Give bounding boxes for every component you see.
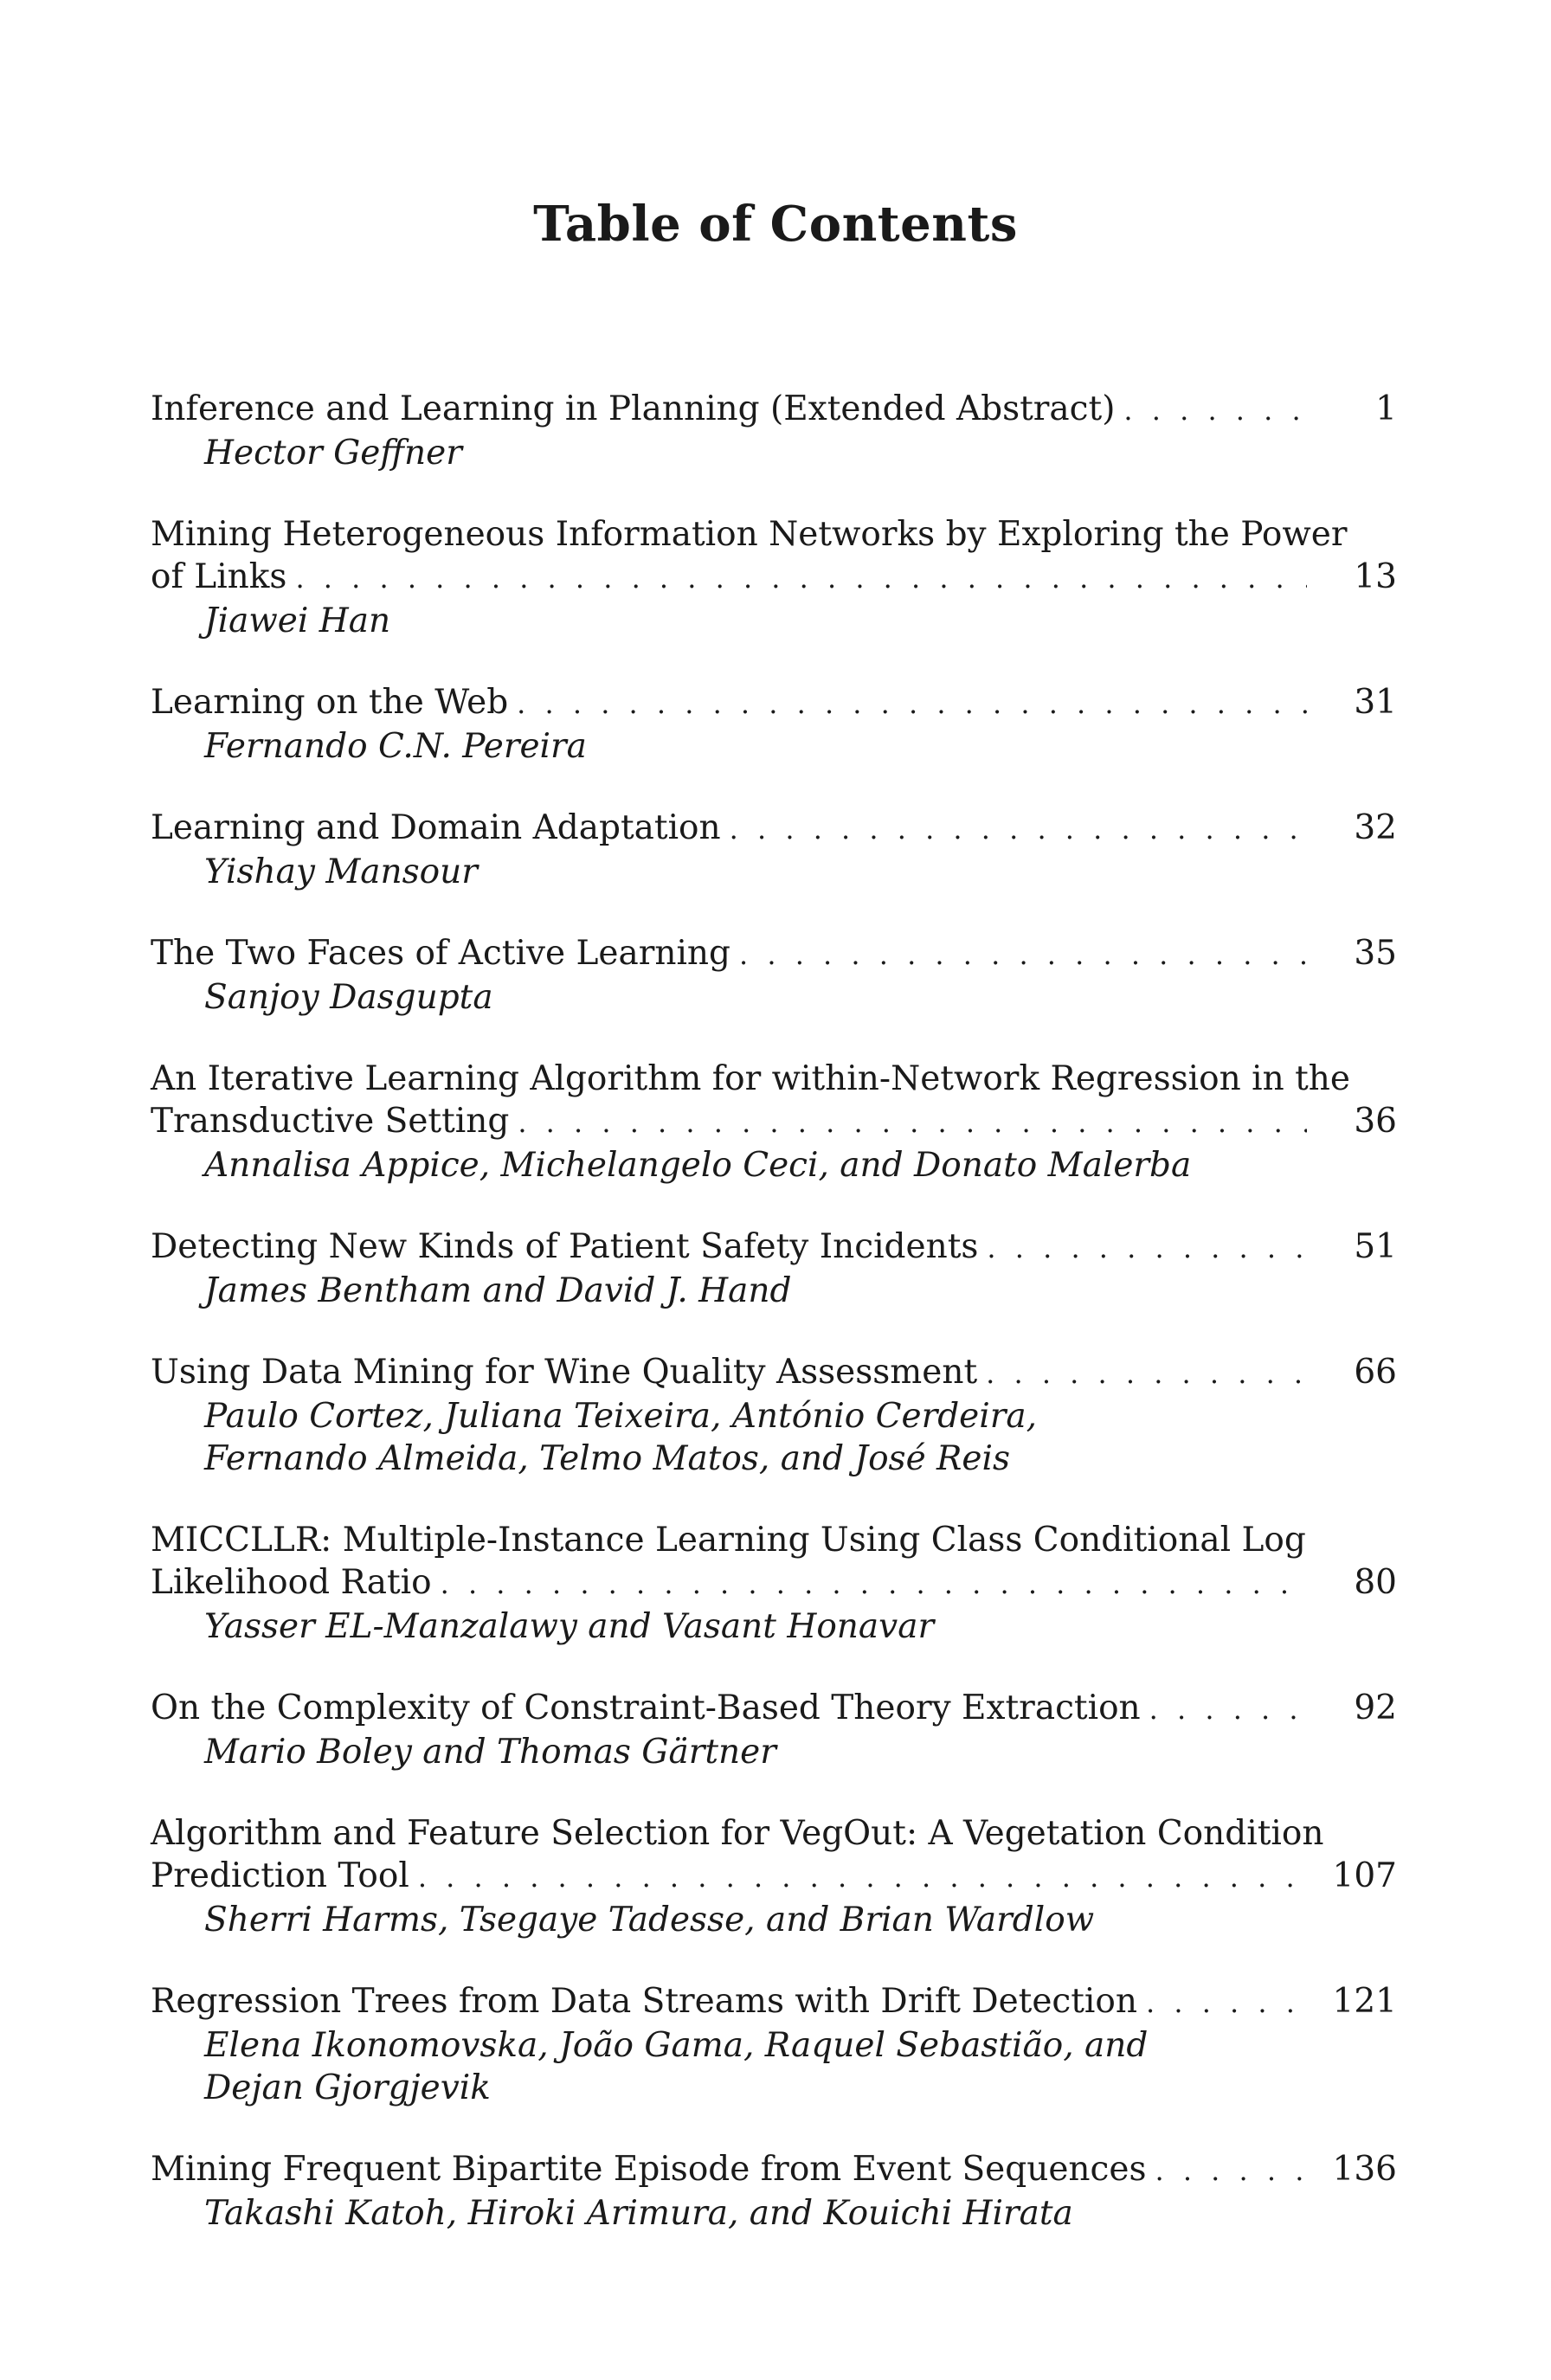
entry-authors: Fernando Almeida, Telmo Matos, and José Reis [204, 1439, 1010, 1478]
dot-leader [1155, 2150, 1307, 2192]
toc-entry[interactable] [151, 932, 1397, 1019]
entry-title-last-line [151, 388, 1397, 432]
entry-title-last-line [151, 1561, 1397, 1605]
page-number[interactable]: 35 [1354, 934, 1397, 973]
page-number[interactable]: 66 [1354, 1353, 1397, 1392]
toc-entry[interactable] [151, 807, 1397, 893]
dot-leader [295, 557, 1307, 600]
page-title: Table of Contents [533, 195, 1018, 253]
entry-title-text: Transductive Setting [151, 1102, 510, 1141]
toc-entry[interactable] [151, 1812, 1397, 1941]
toc-entry[interactable] [151, 1058, 1397, 1187]
page-number[interactable]: 121 [1332, 1982, 1397, 2021]
entry-authors: Hector Geffner [204, 434, 462, 473]
toc-entry[interactable] [151, 681, 1397, 768]
entry-title-line: Algorithm and Feature Selection for VegOut: A Vegetation Condition [151, 1814, 1324, 1853]
dot-leader [517, 683, 1307, 725]
dot-leader [730, 808, 1307, 851]
dot-leader [1123, 389, 1307, 432]
dot-leader [1149, 1689, 1307, 1731]
page-number[interactable]: 32 [1354, 808, 1397, 847]
entry-title-last-line [151, 1225, 1397, 1270]
entry-title-last-line [151, 2148, 1397, 2192]
dot-leader [986, 1353, 1307, 1395]
entry-title-text: of Links [151, 557, 287, 596]
dot-leader [987, 1227, 1307, 1270]
entry-title-text: On the Complexity of Constraint-Based Theory Extraction [151, 1689, 1141, 1727]
entry-title-text: Learning and Domain Adaptation [151, 808, 721, 847]
entry-title-text: Learning on the Web [151, 683, 509, 722]
entry-authors: James Bentham and David J. Hand [204, 1271, 792, 1310]
entry-title-text: Detecting New Kinds of Patient Safety Incidents [151, 1227, 979, 1266]
entry-title-line: MICCLLR: Multiple-Instance Learning Using Class Conditional Log [151, 1521, 1306, 1560]
entry-authors: Mario Boley and Thomas Gärtner [204, 1733, 776, 1772]
entry-title-last-line [151, 932, 1397, 976]
page-number[interactable]: 80 [1354, 1563, 1397, 1602]
entry-authors: Jiawei Han [204, 601, 391, 640]
dot-leader [1146, 1982, 1307, 2024]
dot-leader [518, 1102, 1307, 1144]
dot-leader [739, 934, 1307, 976]
entry-title-text: Prediction Tool [151, 1856, 409, 1895]
toc-entry[interactable] [151, 1980, 1397, 2109]
page-number[interactable]: 107 [1332, 1856, 1397, 1895]
entry-title-text: Using Data Mining for Wine Quality Assessment [151, 1353, 978, 1392]
entry-authors: Fernando C.N. Pereira [204, 727, 587, 766]
entry-authors: Yasser EL-Manzalawy and Vasant Honavar [204, 1607, 935, 1646]
entry-title-last-line [151, 556, 1397, 600]
toc-entry[interactable] [151, 388, 1397, 474]
toc-entry[interactable] [151, 1225, 1397, 1312]
toc-entry[interactable] [151, 2148, 1397, 2235]
entry-authors: Sanjoy Dasgupta [204, 978, 493, 1017]
entry-authors: Dejan Gjorgjevik [204, 2068, 491, 2107]
toc-entry[interactable] [151, 1687, 1397, 1773]
entry-title-text: Regression Trees from Data Streams with Drift Detection [151, 1982, 1138, 2021]
entry-authors: Paulo Cortez, Juliana Teixeira, António Cerdeira, [204, 1397, 1038, 1436]
page-number[interactable]: 136 [1332, 2150, 1397, 2189]
entry-title-last-line [151, 1980, 1397, 2024]
entry-title-last-line [151, 807, 1397, 851]
entry-title-line: An Iterative Learning Algorithm for within-Network Regression in the [151, 1059, 1350, 1098]
entry-authors: Yishay Mansour [204, 852, 478, 891]
toc-entry[interactable] [151, 1519, 1397, 1648]
page-number[interactable]: 92 [1354, 1689, 1397, 1727]
entry-title-line: Mining Heterogeneous Information Networks by Exploring the Power [151, 515, 1348, 554]
page-number[interactable]: 36 [1354, 1102, 1397, 1141]
page-number[interactable]: 1 [1375, 389, 1397, 428]
page-number[interactable]: 13 [1354, 557, 1397, 596]
entry-title-text: The Two Faces of Active Learning [151, 934, 731, 973]
entry-title-last-line [151, 1351, 1397, 1395]
entry-title-last-line [151, 1687, 1397, 1731]
entry-title-text: Inference and Learning in Planning (Extended Abstract) [151, 389, 1116, 428]
entry-authors: Takashi Katoh, Hiroki Arimura, and Kouichi Hirata [204, 2194, 1073, 2233]
page-number[interactable]: 31 [1354, 683, 1397, 722]
entry-title-last-line [151, 1100, 1397, 1144]
entry-authors: Annalisa Appice, Michelangelo Ceci, and Donato Malerba [204, 1146, 1192, 1185]
toc-entry[interactable] [151, 513, 1397, 642]
entry-title-text: Likelihood Ratio [151, 1563, 432, 1602]
entry-title-last-line [151, 1855, 1397, 1899]
page-number[interactable]: 51 [1354, 1227, 1397, 1266]
toc-entry[interactable] [151, 1351, 1397, 1480]
dot-leader [441, 1563, 1307, 1605]
entry-authors: Sherri Harms, Tsegaye Tadesse, and Brian Wardlow [204, 1901, 1095, 1939]
entry-authors: Elena Ikonomovska, João Gama, Raquel Sebastião, and [204, 2026, 1149, 2065]
table-of-contents [151, 388, 1397, 2274]
dot-leader [418, 1856, 1307, 1899]
entry-title-text: Mining Frequent Bipartite Episode from Event Sequences [151, 2150, 1147, 2189]
entry-title-last-line [151, 681, 1397, 725]
